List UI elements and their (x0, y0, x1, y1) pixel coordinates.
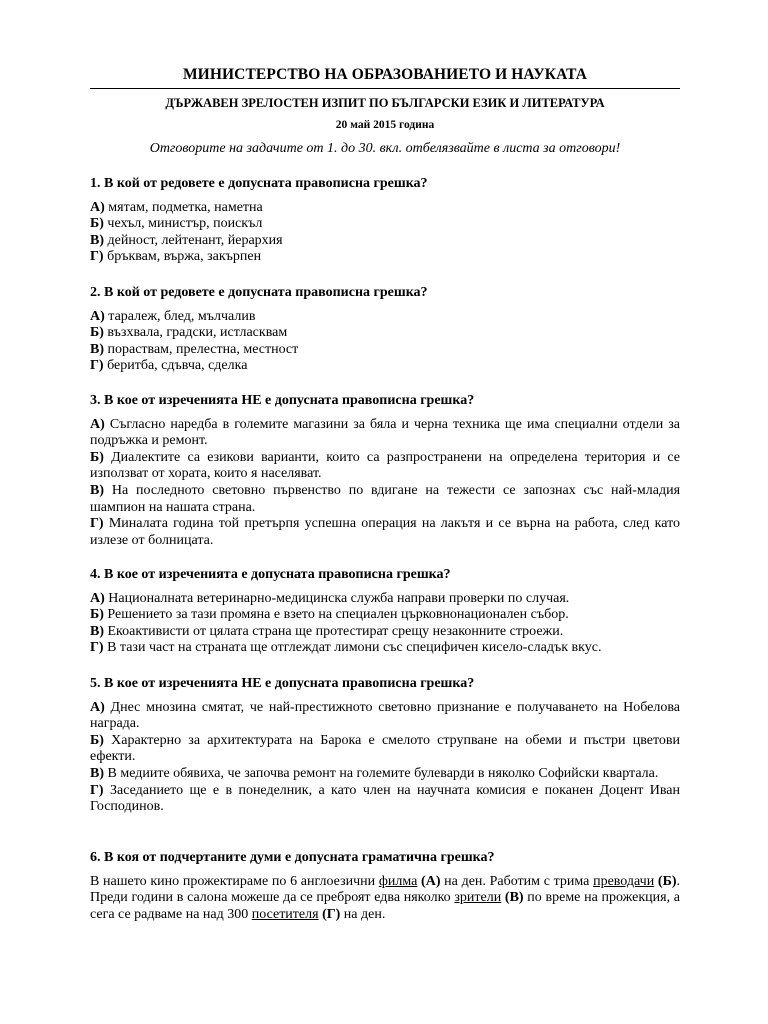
question-title: 3. В кое от изреченията НЕ е допусната правописна грешка? (90, 393, 475, 408)
marker-a: (А) (421, 873, 441, 889)
option-b: Б) Характерно за архитектурата на Барока е смелото струпване на обеми и пъстри цветови ефекти. (90, 732, 680, 765)
question-1 (90, 176, 680, 266)
option-b: Б) чехъл, министър, поискъл (90, 216, 263, 232)
question-2 (90, 285, 680, 375)
option-b: Б) Диалектите са езикови варианти, които са разпространени на определена територия и се използват от хората, които я населяват. (90, 449, 680, 482)
option-g: Г) В тази част на страната ще отглеждат лимони със специфичен кисело-сладък вкус. (90, 640, 602, 656)
question-4 (90, 567, 680, 657)
question-title: 1. В кой от редовете е допусната правописна грешка? (90, 176, 428, 191)
question-title: 5. В кое от изреченията НЕ е допусната правописна грешка? (90, 676, 475, 691)
option-g: Г) Заседанието ще е в понеделник, а като член на научната комисия е поканен Доцент Иван Господинов. (90, 782, 680, 815)
exam-title: ДЪРЖАВЕН ЗРЕЛОСТЕН ИЗПИТ ПО БЪЛГАРСКИ ЕЗИК И ЛИТЕРАТУРА (165, 96, 605, 110)
question-title: 4. В кое от изреченията е допусната правописна грешка? (90, 567, 451, 582)
question-3 (90, 393, 680, 549)
instruction-text: Отговорите на задачите от 1. до 30. вкл. отбелязвайте в листа за отговори! (149, 141, 621, 156)
question-6 (90, 850, 680, 923)
option-v: В) пораствам, прелестна, местност (90, 341, 299, 357)
underlined-word-a: филма (378, 873, 418, 889)
exam-date: 20 май 2015 година (335, 119, 435, 131)
question-title: 2. В кой от редовете е допусната правописна грешка? (90, 285, 428, 300)
question-title: 6. В коя от подчертаните думи е допусната граматична грешка? (90, 850, 495, 865)
option-a: А) Съгласно наредба в големите магазини за бяла и черна техника ще има специални отдели за подръжка и ремонт. (90, 416, 681, 449)
option-a: А) таралеж, блед, мълчалив (90, 308, 256, 324)
marker-g: (Г) (322, 906, 341, 922)
option-a: А) Днес мнозина смятат, че най-престижното световно признание е получаването на Нобелова награда. (90, 699, 681, 732)
underlined-word-g: посетителя (251, 906, 319, 922)
underlined-word-v: зрители (454, 890, 502, 906)
question-5 (90, 676, 680, 816)
marker-v: (В) (504, 890, 524, 906)
option-a: А) Националната ветеринарно-медицинска служба направи проверки по случая. (90, 590, 570, 606)
option-v: В) Екоактивисти от цялата страна ще протестират срещу незаконните строежи. (90, 623, 564, 639)
option-b: Б) възхвала, градски, истласквам (90, 325, 288, 341)
option-g: Г) Миналата година той претърпя успешна операция на лакътя и се върна на работа, след като излезе от болницата. (90, 516, 680, 548)
ministry-heading: МИНИСТЕРСТВО НА ОБРАЗОВАНИЕТО И НАУКАТА (90, 66, 680, 89)
underlined-word-b: преводачи (593, 873, 655, 889)
marker-b: (Б) (657, 873, 677, 889)
option-v: В) На последното световно първенство по вдигане на тежести се запознах със най-младия шампион на нашата страна. (90, 482, 681, 515)
option-b: Б) Решението за тази промяна е взето на специален църковнонационален събор. (90, 607, 569, 623)
option-g: Г) бръквам, вържа, закърпен (90, 249, 262, 265)
question-paragraph: В нашето кино прожектираме по 6 англоезични филма (А) на ден. Работим с трима преводачи (Б). Преди години в салона можеше да се преброят едва няколко зрители (В) по време на прожекция, а сега се радваме на над 300 посетителя (Г) на ден. (90, 873, 681, 922)
option-v: В) дейност, лейтенант, йерархия (90, 232, 283, 248)
option-g: Г) беритба, сдъвча, сделка (90, 358, 248, 374)
option-a: А) мятам, подметка, наметна (90, 199, 263, 215)
option-v: В) В медиите обявиха, че започва ремонт на големите булеварди в няколко Софийски квартала. (90, 765, 659, 781)
